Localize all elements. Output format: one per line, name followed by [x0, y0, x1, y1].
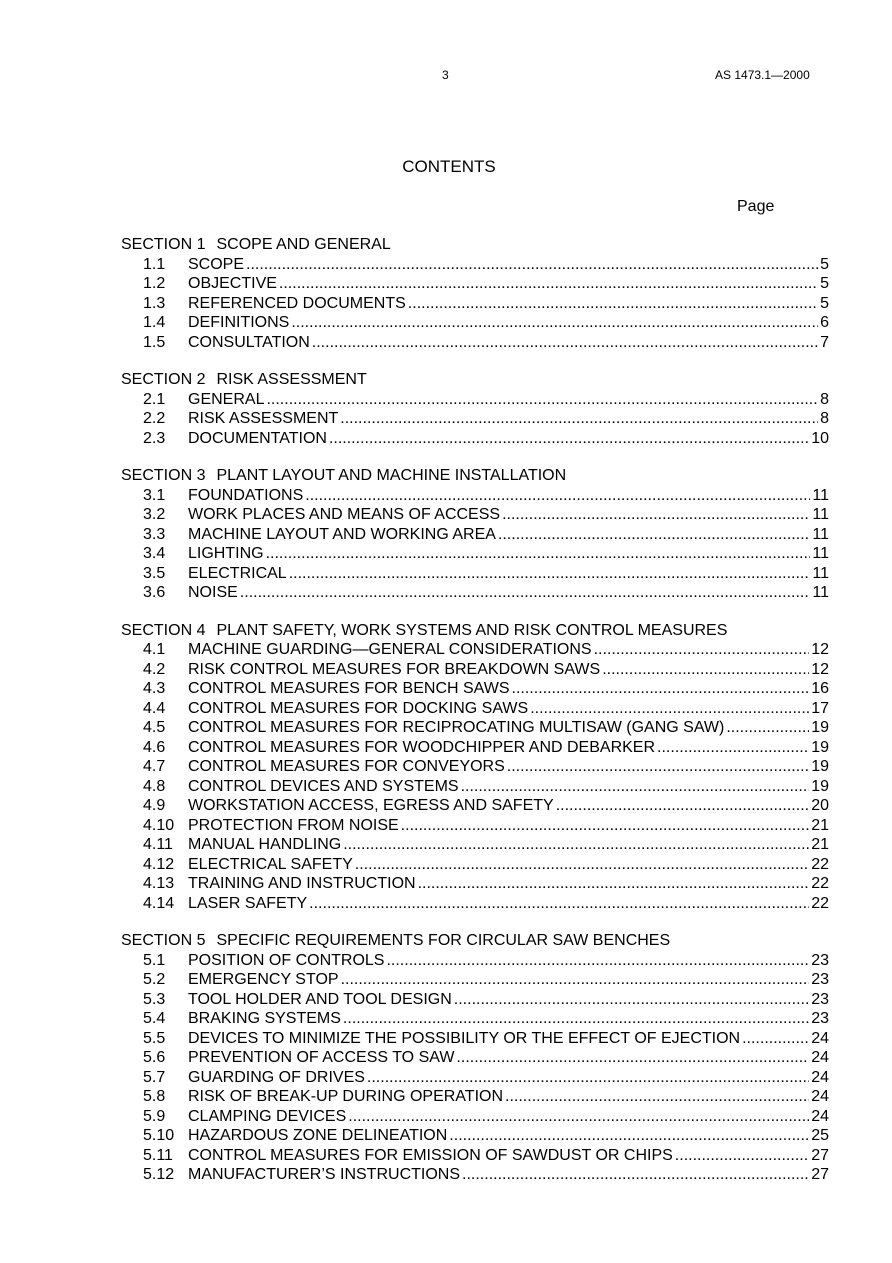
toc-section: [0, 931, 892, 1185]
toc-entry[interactable]: [0, 313, 892, 333]
section-heading: [0, 466, 892, 486]
entry-page-number: 22: [811, 855, 829, 873]
dot-leader: [279, 274, 818, 294]
toc-entry[interactable]: [0, 486, 892, 506]
dot-leader: [240, 583, 811, 603]
entry-page-number: 7: [820, 333, 829, 351]
entry-title: CONSULTATION: [188, 333, 310, 351]
entry-title: CLAMPING DEVICES: [188, 1107, 347, 1125]
entry-page-number: 27: [811, 1146, 829, 1164]
entry-title: ELECTRICAL: [188, 564, 287, 582]
section-title: SPECIFIC REQUIREMENTS FOR CIRCULAR SAW BENCHES: [216, 932, 671, 949]
dot-leader: [367, 1068, 809, 1088]
section-title: PLANT SAFETY, WORK SYSTEMS AND RISK CONTROL MEASURES: [216, 621, 728, 639]
entry-page-number: 16: [811, 680, 829, 697]
toc-entry[interactable]: [0, 718, 892, 738]
toc-entry[interactable]: [0, 1107, 892, 1127]
entry-number: 1.2: [143, 275, 166, 292]
entry-number: 3.5: [143, 564, 166, 582]
section-label: SECTION 4: [121, 621, 206, 639]
dot-leader: [498, 525, 810, 545]
entry-title: ELECTRICAL SAFETY: [188, 855, 353, 873]
toc-entry[interactable]: [0, 874, 892, 894]
entry-number: 4.10: [143, 816, 175, 834]
entry-title: OBJECTIVE: [188, 275, 277, 292]
dot-leader: [675, 1146, 809, 1166]
entry-number: 4.4: [143, 699, 166, 717]
dot-leader: [556, 796, 810, 816]
dot-leader: [312, 333, 818, 353]
entry-number: 2.3: [143, 429, 166, 447]
entry-title: RISK OF BREAK-UP DURING OPERATION: [188, 1088, 504, 1105]
section-heading: [0, 931, 892, 951]
dot-leader: [657, 738, 809, 758]
entry-page-number: 19: [811, 777, 829, 795]
entry-number: 2.2: [143, 410, 166, 427]
entry-page-number: 23: [811, 951, 829, 969]
entry-number: 3.4: [143, 545, 166, 562]
entry-title: HAZARDOUS ZONE DELINEATION: [188, 1127, 448, 1144]
entry-page-number: 12: [811, 660, 829, 678]
table-of-contents: [0, 235, 892, 1203]
toc-entry[interactable]: [0, 294, 892, 314]
entry-page-number: 11: [812, 506, 829, 523]
toc-entry[interactable]: [0, 679, 892, 699]
entry-title: MANUAL HANDLING: [188, 836, 342, 853]
entry-title: LIGHTING: [188, 545, 264, 562]
toc-entry[interactable]: [0, 738, 892, 758]
dot-leader: [502, 505, 810, 525]
toc-entry[interactable]: [0, 855, 892, 875]
page-column-label: Page: [737, 198, 775, 215]
entry-title: TOOL HOLDER AND TOOL DESIGN: [188, 990, 452, 1008]
entry-page-number: 11: [812, 545, 829, 562]
entry-title: PROTECTION FROM NOISE: [188, 816, 399, 834]
entry-title: RISK CONTROL MEASURES FOR BREAKDOWN SAWS: [188, 660, 601, 678]
header-standard-number: AS 1473.1—2000: [715, 68, 810, 82]
entry-number: 5.5: [143, 1029, 166, 1047]
toc-entry[interactable]: [0, 1068, 892, 1088]
entry-page-number: 12: [811, 641, 829, 658]
entry-page-number: 11: [812, 564, 829, 582]
section-title: PLANT LAYOUT AND MACHINE INSTALLATION: [216, 467, 567, 484]
toc-entry[interactable]: [0, 816, 892, 836]
dot-leader: [246, 255, 818, 275]
entry-page-number: 5: [820, 275, 829, 292]
toc-entry[interactable]: [0, 583, 892, 603]
toc-entry[interactable]: [0, 390, 892, 410]
toc-entry[interactable]: [0, 835, 892, 855]
dot-leader: [408, 294, 818, 314]
toc-entry[interactable]: [0, 894, 892, 914]
entry-page-number: 17: [811, 699, 829, 717]
section-title: RISK ASSESSMENT: [216, 371, 367, 388]
entry-number: 4.11: [143, 836, 173, 853]
entry-page-number: 25: [811, 1127, 829, 1144]
entry-title: CONTROL MEASURES FOR WOODCHIPPER AND DEBARKER: [188, 738, 656, 756]
entry-title: DEFINITIONS: [188, 314, 290, 331]
toc-entry[interactable]: [0, 640, 892, 660]
entry-page-number: 24: [811, 1049, 829, 1066]
dot-leader: [355, 855, 809, 875]
entry-number: 4.8: [143, 777, 166, 795]
entry-page-number: 6: [820, 314, 829, 331]
dot-leader: [512, 679, 810, 699]
entry-number: 2.1: [143, 390, 166, 408]
entry-number: 3.3: [143, 525, 166, 543]
dot-leader: [418, 874, 810, 894]
entry-number: 4.9: [143, 797, 166, 814]
entry-title: LASER SAFETY: [188, 894, 308, 912]
section-heading: [0, 235, 892, 255]
entry-number: 5.4: [143, 1010, 166, 1027]
toc-section: [0, 235, 892, 352]
section-heading: [0, 621, 892, 641]
dot-leader: [309, 894, 809, 914]
entry-number: 5.11: [143, 1146, 173, 1164]
dot-leader: [386, 951, 809, 971]
entry-number: 4.3: [143, 680, 166, 697]
section-title: SCOPE AND GENERAL: [216, 236, 391, 253]
entry-title: WORKSTATION ACCESS, EGRESS AND SAFETY: [188, 797, 554, 814]
entry-page-number: 11: [812, 486, 829, 504]
entry-title: RISK ASSESSMENT: [188, 410, 339, 427]
entry-title: TRAINING AND INSTRUCTION: [188, 875, 416, 892]
page-title: CONTENTS: [402, 157, 496, 176]
entry-number: 5.6: [143, 1049, 166, 1066]
toc-entry[interactable]: [0, 1009, 892, 1029]
entry-number: 4.6: [143, 738, 166, 756]
entry-page-number: 21: [811, 816, 829, 834]
entry-number: 3.1: [143, 486, 166, 504]
entry-page-number: 19: [811, 738, 829, 756]
entry-page-number: 11: [812, 525, 829, 543]
dot-leader: [462, 1165, 809, 1185]
entry-number: 4.1: [143, 641, 166, 658]
entry-title: DEVICES TO MINIMIZE THE POSSIBILITY OR THE EFFECT OF EJECTION: [188, 1029, 741, 1047]
dot-leader: [505, 1087, 809, 1107]
dot-leader: [266, 390, 818, 410]
entry-title: MACHINE LAYOUT AND WORKING AREA: [188, 525, 496, 543]
entry-number: 3.2: [143, 506, 166, 523]
dot-leader: [449, 1126, 809, 1146]
entry-number: 5.3: [143, 990, 166, 1008]
entry-page-number: 24: [811, 1068, 829, 1086]
entry-page-number: 5: [820, 255, 829, 273]
dot-leader: [329, 429, 809, 449]
entry-title: REFERENCED DOCUMENTS: [188, 294, 406, 312]
dot-leader: [530, 699, 809, 719]
entry-number: 1.1: [143, 255, 166, 273]
dot-leader: [594, 640, 810, 660]
entry-title: GUARDING OF DRIVES: [188, 1068, 365, 1086]
entry-page-number: 23: [811, 1010, 829, 1027]
dot-leader: [454, 990, 809, 1010]
toc-entry[interactable]: [0, 409, 892, 429]
entry-title: GENERAL: [188, 390, 265, 408]
toc-section: [0, 466, 892, 603]
entry-page-number: 5: [820, 294, 829, 312]
toc-entry[interactable]: [0, 1165, 892, 1185]
dot-leader: [456, 1048, 809, 1068]
toc-entry[interactable]: [0, 1048, 892, 1068]
entry-number: 5.9: [143, 1107, 166, 1125]
section-label: SECTION 2: [121, 371, 206, 388]
entry-number: 5.8: [143, 1088, 166, 1105]
toc-entry[interactable]: [0, 951, 892, 971]
toc-entry[interactable]: [0, 525, 892, 545]
dot-leader: [340, 409, 818, 429]
entry-page-number: 22: [811, 894, 829, 912]
toc-entry[interactable]: [0, 544, 892, 564]
toc-entry[interactable]: [0, 1087, 892, 1107]
entry-number: 1.3: [143, 294, 166, 312]
dot-leader: [305, 486, 810, 506]
dot-leader: [341, 970, 810, 990]
dot-leader: [742, 1029, 809, 1049]
entry-title: CONTROL DEVICES AND SYSTEMS: [188, 777, 459, 795]
toc-entry[interactable]: [0, 796, 892, 816]
entry-page-number: 22: [811, 875, 829, 892]
entry-page-number: 10: [811, 429, 829, 447]
entry-number: 5.12: [143, 1166, 175, 1183]
dot-leader: [266, 544, 811, 564]
toc-entry[interactable]: [0, 333, 892, 353]
dot-leader: [291, 313, 818, 333]
entry-title: POSITION OF CONTROLS: [188, 951, 385, 969]
dot-leader: [461, 777, 810, 797]
entry-page-number: 24: [811, 1107, 829, 1125]
toc-entry[interactable]: [0, 1126, 892, 1146]
dot-leader: [602, 660, 809, 680]
toc-entry[interactable]: [0, 660, 892, 680]
section-heading: [0, 370, 892, 390]
entry-page-number: 19: [811, 719, 829, 736]
entry-page-number: 27: [811, 1166, 829, 1183]
entry-title: CONTROL MEASURES FOR BENCH SAWS: [188, 680, 510, 697]
dot-leader: [343, 1009, 809, 1029]
toc-entry[interactable]: [0, 757, 892, 777]
entry-title: WORK PLACES AND MEANS OF ACCESS: [188, 506, 501, 523]
section-label: SECTION 5: [121, 932, 206, 949]
entry-number: 5.10: [143, 1127, 175, 1144]
entry-page-number: 20: [811, 797, 829, 814]
dot-leader: [343, 835, 809, 855]
entry-page-number: 11: [812, 584, 829, 601]
entry-page-number: 21: [811, 836, 829, 853]
toc-entry[interactable]: [0, 699, 892, 719]
toc-section: [0, 621, 892, 914]
dot-leader: [348, 1107, 809, 1127]
toc-entry[interactable]: [0, 990, 892, 1010]
entry-title: CONTROL MEASURES FOR EMISSION OF SAWDUST OR CHIPS: [188, 1146, 673, 1164]
entry-page-number: 24: [811, 1029, 829, 1047]
entry-title: CONTROL MEASURES FOR CONVEYORS: [188, 758, 505, 775]
entry-number: 5.7: [143, 1068, 166, 1086]
entry-title: CONTROL MEASURES FOR RECIPROCATING MULTISAW (GANG SAW): [188, 719, 725, 736]
dot-leader: [289, 564, 811, 584]
toc-entry[interactable]: [0, 255, 892, 275]
entry-title: DOCUMENTATION: [188, 429, 327, 447]
toc-section: [0, 370, 892, 448]
entry-number: 4.12: [143, 855, 175, 873]
entry-page-number: 19: [811, 758, 829, 775]
section-label: SECTION 3: [121, 467, 206, 484]
entry-number: 1.5: [143, 333, 166, 351]
entry-title: FOUNDATIONS: [188, 486, 304, 504]
dot-leader: [401, 816, 810, 836]
toc-entry[interactable]: [0, 429, 892, 449]
entry-page-number: 23: [811, 990, 829, 1008]
entry-title: PREVENTION OF ACCESS TO SAW: [188, 1049, 455, 1066]
dot-leader: [726, 718, 809, 738]
entry-page-number: 24: [811, 1088, 829, 1105]
entry-number: 4.5: [143, 719, 166, 736]
toc-entry[interactable]: [0, 1029, 892, 1049]
entry-number: 4.2: [143, 660, 166, 678]
header-page-number: 3: [442, 68, 449, 82]
entry-page-number: 8: [820, 410, 829, 427]
entry-number: 4.14: [143, 894, 175, 912]
toc-entry[interactable]: [0, 274, 892, 294]
entry-number: 1.4: [143, 314, 166, 331]
entry-title: SCOPE: [188, 255, 245, 273]
entry-title: EMERGENCY STOP: [188, 971, 339, 988]
entry-page-number: 23: [811, 971, 829, 988]
section-label: SECTION 1: [121, 236, 206, 253]
entry-title: MACHINE GUARDING—GENERAL CONSIDERATIONS: [188, 641, 592, 658]
toc-entry[interactable]: [0, 1146, 892, 1166]
toc-entry[interactable]: [0, 505, 892, 525]
entry-title: MANUFACTURER’S INSTRUCTIONS: [188, 1166, 461, 1183]
entry-number: 4.13: [143, 875, 175, 892]
entry-title: NOISE: [188, 584, 238, 601]
dot-leader: [507, 757, 809, 777]
entry-number: 4.7: [143, 758, 166, 775]
entry-number: 5.2: [143, 971, 166, 988]
entry-title: BRAKING SYSTEMS: [188, 1010, 341, 1027]
entry-title: CONTROL MEASURES FOR DOCKING SAWS: [188, 699, 529, 717]
toc-entry[interactable]: [0, 564, 892, 584]
toc-entry[interactable]: [0, 970, 892, 990]
toc-entry[interactable]: [0, 777, 892, 797]
entry-page-number: 8: [820, 390, 829, 408]
entry-number: 5.1: [143, 951, 166, 969]
entry-number: 3.6: [143, 584, 166, 601]
